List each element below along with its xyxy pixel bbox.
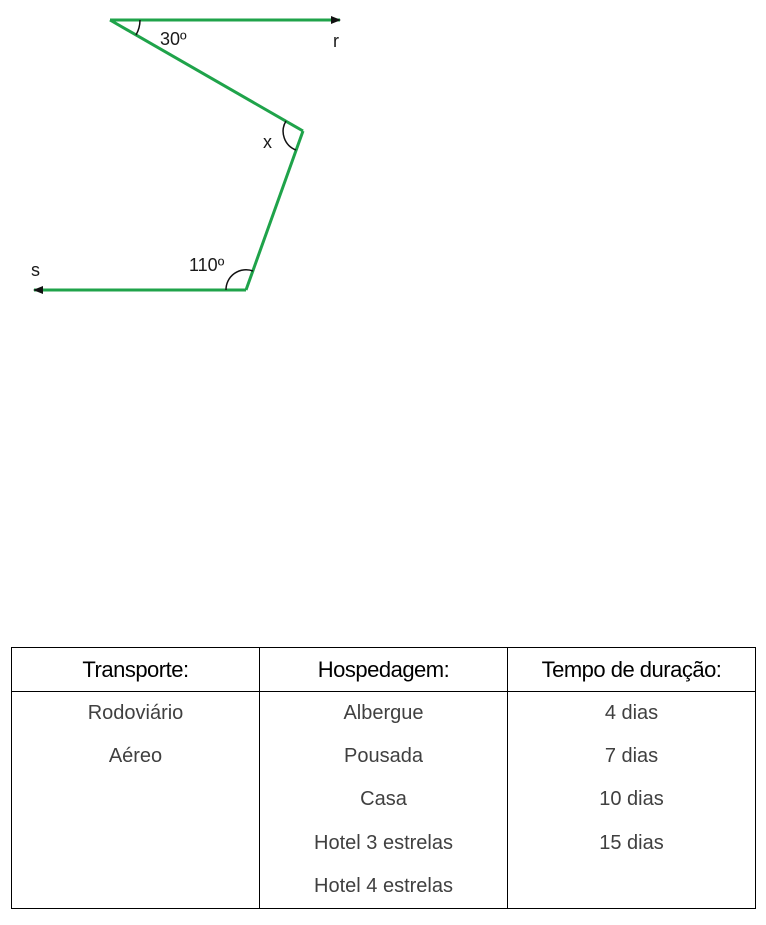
table-cell: Casa [260,778,508,821]
travel-options-table [11,647,756,909]
table-cell: Rodoviário [12,692,260,736]
header-transporte: Transporte: [12,648,260,692]
header-hospedagem: Hospedagem: [260,648,508,692]
table-cell: Hotel 4 estrelas [260,865,508,909]
table-row [12,692,756,736]
table-header-row [12,648,756,692]
angle-diagram [0,0,766,320]
table-cell: 4 dias [508,692,756,736]
table-cell [12,822,260,865]
table-cell: Aéreo [12,735,260,778]
table-cell: 15 dias [508,822,756,865]
header-tempo-duracao: Tempo de duração: [508,648,756,692]
table-cell: Albergue [260,692,508,736]
table-cell: 10 dias [508,778,756,821]
segment-middle-to-bottom [246,131,303,290]
line-r-label: r [333,31,339,51]
table-cell [508,865,756,909]
table-row [12,778,756,821]
segment-top-to-middle [110,20,303,131]
angle-x-label: x [263,132,272,152]
line-s-label: s [31,260,40,280]
travel-options-table-wrapper [11,647,755,909]
table-cell: Pousada [260,735,508,778]
table-cell [12,778,260,821]
table-cell [12,865,260,909]
table-cell: Hotel 3 estrelas [260,822,508,865]
table-cell: 7 dias [508,735,756,778]
angle-bottom-label: 110º [189,255,225,275]
angle-top-label: 30º [160,29,187,49]
angle-arc-top [136,20,140,35]
table-row [12,735,756,778]
table-row [12,865,756,909]
table-row [12,822,756,865]
